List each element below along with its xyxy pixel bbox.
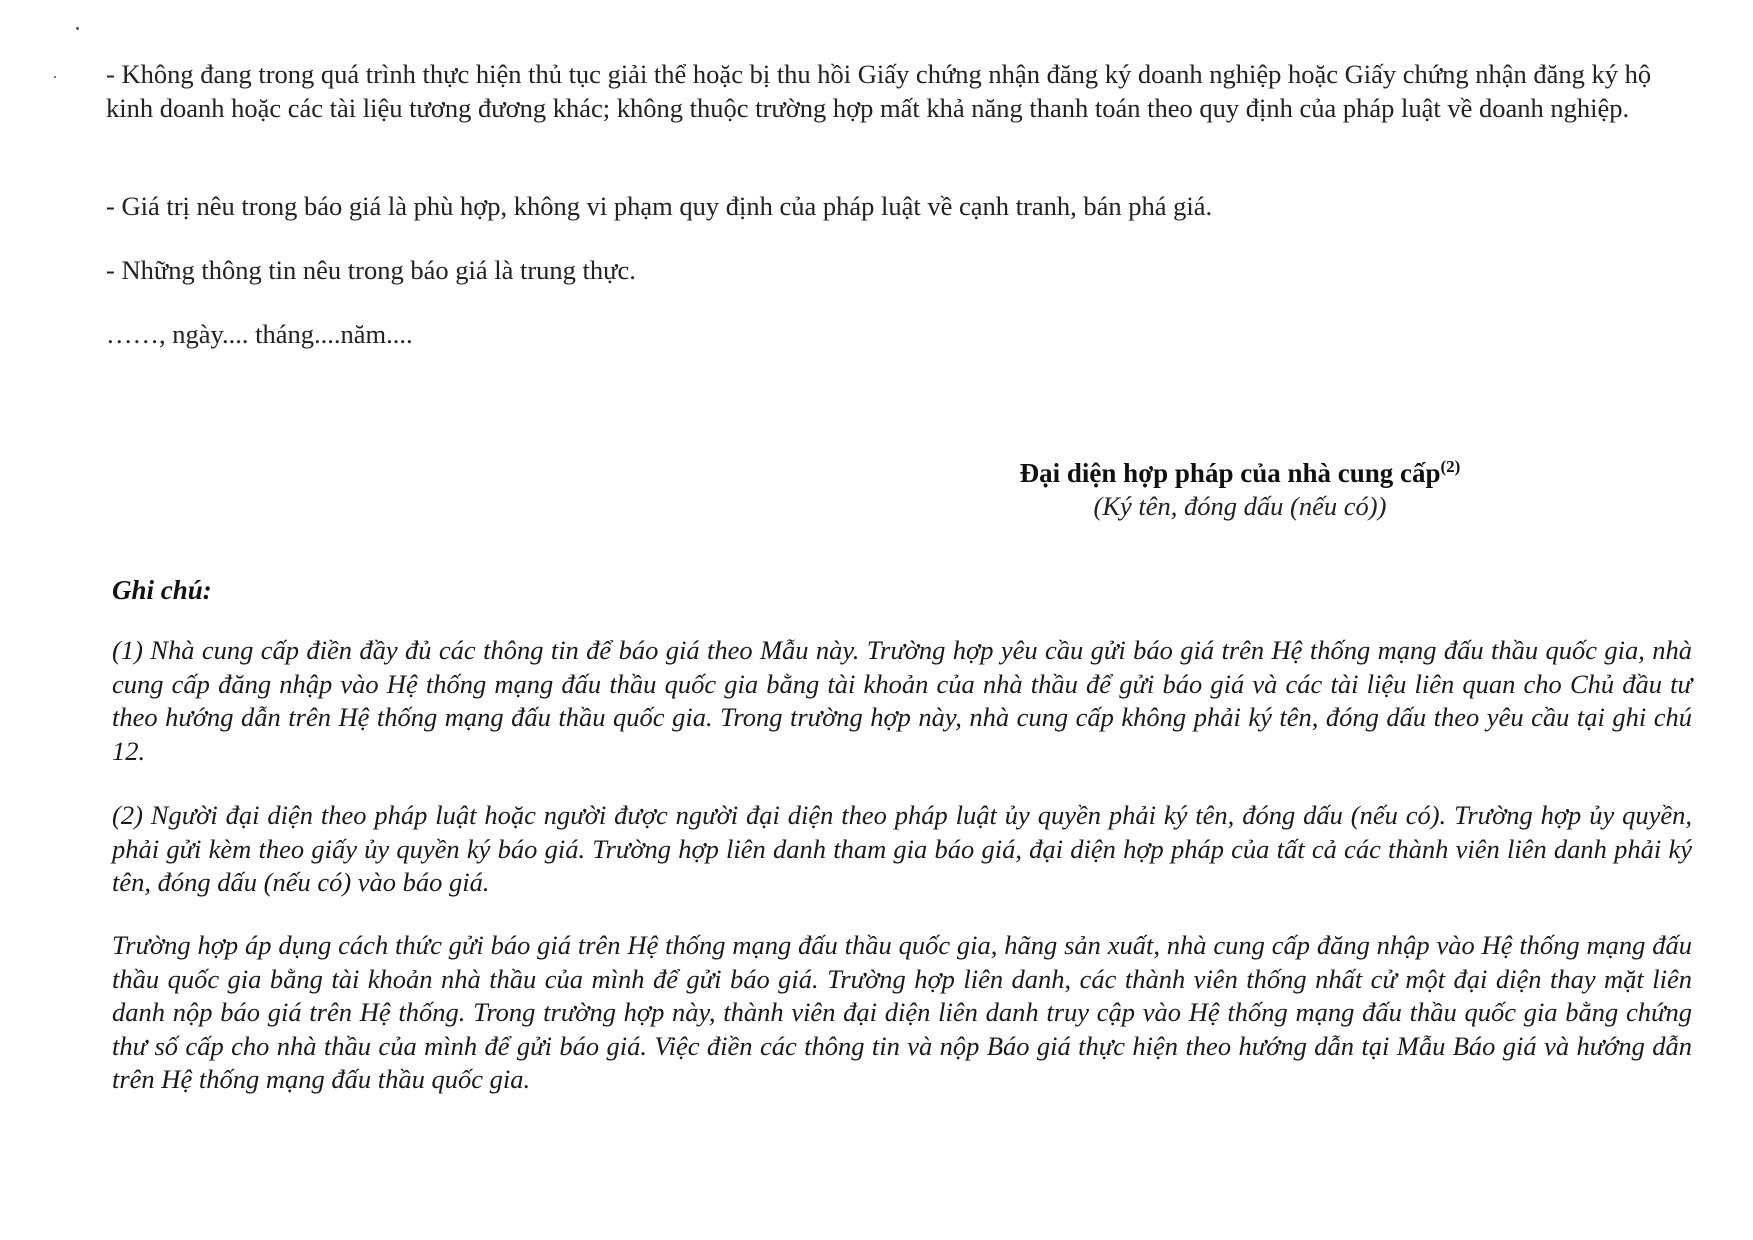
date-line: ……, ngày.... tháng....năm.... [106,319,413,349]
note-2: (2) Người đại diện theo pháp luật hoặc người được người đại diện theo pháp luật ủy quyền phải ký tên, đóng dấu (nếu có). Trường hợp ủy quyền, phải gửi kèm theo giấy ủy quyền ký báo giá. Trường hợp liên danh tham gia báo giá, đại diện hợp pháp của tất cả các thành viên liên danh phải ký tên, đóng dấu (nếu có) vào báo giá. [112,800,1692,897]
statement-not-dissolving: - Không đang trong quá trình thực hiện thủ tục giải thể hoặc bị thu hồi Giấy chứng nhận đăng ký doanh nghiệp hoặc Giấy chứng nhận đăng ký hộ kinh doanh hoặc các tài liệu tương đương khác; không thuộc trường hợp mất khả năng thanh toán theo quy định của pháp luật về doanh nghiệp. [106,59,1652,123]
signature-title-text: Đại diện hợp pháp của nhà cung cấp [1019,458,1441,488]
signature-title [1000,456,1480,490]
scan-speck [54,76,56,78]
scan-speck [76,27,79,30]
notes-heading: Ghi chú: [112,575,212,605]
statement-price-compliant: - Giá trị nêu trong báo giá là phù hợp, không vi phạm quy định của pháp luật về cạnh tranh, bán phá giá. [106,191,1213,221]
note-online-submission: Trường hợp áp dụng cách thức gửi báo giá trên Hệ thống mạng đấu thầu quốc gia, hãng sản xuất, nhà cung cấp đăng nhập vào Hệ thống mạng đấu thầu quốc gia bằng tài khoản nhà thầu của mình để gửi báo giá. Trường hợp liên danh, các thành viên thống nhất cử một đại diện thay mặt liên danh nộp báo giá trên Hệ thống. Trong trường hợp này, thành viên đại diện liên danh truy cập vào Hệ thống mạng đấu thầu quốc gia bằng chứng thư số cấp cho nhà thầu của mình để gửi báo giá. Việc điền các thông tin và nộp Báo giá thực hiện theo hướng dẫn tại Mẫu Báo giá và hướng dẫn trên Hệ thống mạng đấu thầu quốc gia. [112,930,1692,1094]
signature-instruction: (Ký tên, đóng dấu (nếu có)) [1093,491,1387,521]
footnote-marker: (2) [1440,457,1461,476]
note-1: (1) Nhà cung cấp điền đầy đủ các thông tin để báo giá theo Mẫu này. Trường hợp yêu cầu gửi báo giá trên Hệ thống mạng đấu thầu quốc gia, nhà cung cấp đăng nhập vào Hệ thống mạng đấu thầu quốc gia bằng tài khoản của nhà thầu để gửi báo giá và các tài liệu liên quan cho Chủ đầu tư theo hướng dẫn trên Hệ thống mạng đấu thầu quốc gia. Trong trường hợp này, nhà cung cấp không phải ký tên, đóng dấu theo yêu cầu tại ghi chú 12. [112,635,1692,766]
signature-block [1000,456,1480,522]
statement-truthful: - Những thông tin nêu trong báo giá là trung thực. [106,255,636,285]
